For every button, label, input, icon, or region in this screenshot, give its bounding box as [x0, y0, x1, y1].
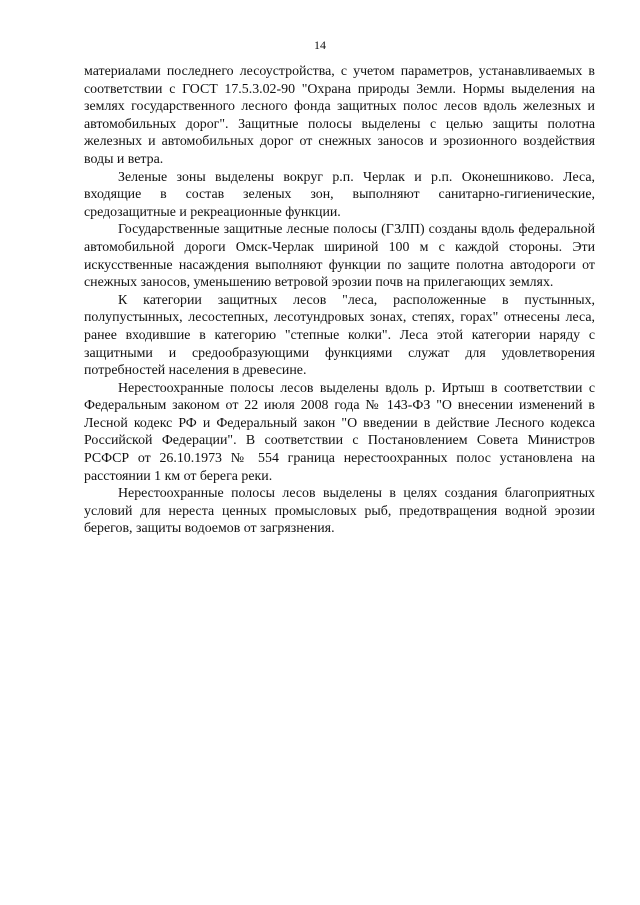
paragraph-spawning-belts-purpose: Нерестоохранные полосы лесов выделены в целях создания благоприятных условий для нереста ценных промысловых рыб, предотвращения водной эрозии берегов, защиты водоемов от загрязнения. [84, 486, 595, 537]
paragraph-spawning-protection-belts: Нерестоохранные полосы лесов выделены вдоль р. Иртыш в соответствии с Федеральным законом от 22 июля 2008 года № 143-ФЗ "О внесении изменений в Лесной кодекс РФ и Федеральный закон "О введении в действие Лесного кодекса Российской Федерации". В соответствии с Постановлением Совета Министров РСФСР от 26.10.1973 № 554 граница нерестоохранных полос установлена на расстоянии 1 км от берега реки. [84, 380, 595, 484]
page-number: 14 [314, 38, 326, 52]
paragraph-state-protective-belts: Государственные защитные лесные полосы (ГЗЛП) созданы вдоль федеральной автомобильной дороги Омск-Черлак шириной 100 м с каждой стороны. Эти искусственные насаждения выполняют функции по защите полотна автодороги от снежных заносов, уменьшению ветровой эрозии почв на прилегающих землях. [84, 222, 595, 291]
paragraph-protective-forest-category: К категории защитных лесов "леса, расположенные в пустынных, полупустынных, лесостепных, лесотундровых зонах, степях, горах" отнесены леса, ранее входившие в категорию "степные колки". Леса этой категории наряду с защитными и средообразующими функциями служат для удовлетворения потребностей населения в древесине. [84, 292, 595, 379]
page-body [84, 63, 595, 538]
paragraph-green-zones: Зеленые зоны выделены вокруг р.п. Черлак и р.п. Оконешниково. Леса, входящие в состав зеленых зон, выполняют санитарно-гигиенические, средозащитные и рекреационные функции. [84, 169, 595, 220]
paragraph-continuation: материалами последнего лесоустройства, с учетом параметров, устанавливаемых в соответствии с ГОСТ 17.5.3.02-90 "Охрана природы Земли. Нормы выделения на землях государственного лесного фонда защитных полос лесов вдоль железных и автомобильных дорог". Защитные полосы выделены с целью защиты полотна железных и автомобильных дорог от снежных заносов и эрозионного воздействия воды и ветра. [84, 64, 595, 167]
